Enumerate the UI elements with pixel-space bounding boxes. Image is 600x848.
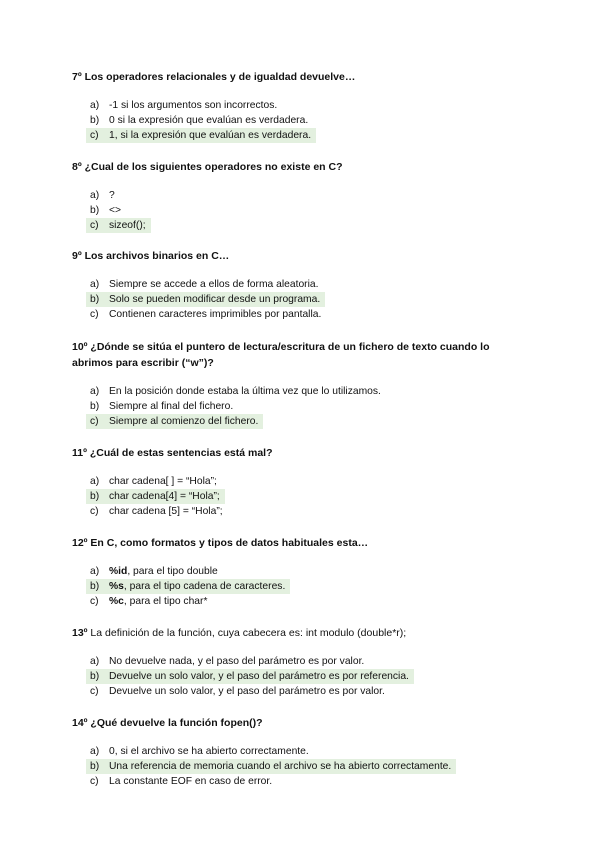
option-c (72, 307, 542, 322)
option-text: char cadena[4] = “Hola”; (109, 491, 220, 502)
question-text: La definición de la función, cuya cabecera es: int modulo (double*r); (87, 627, 407, 639)
option-letter: b) (90, 294, 100, 305)
option-letter: c) (90, 506, 99, 517)
option-text: Siempre al final del fichero. (109, 401, 234, 412)
question-title: 11º ¿Cuál de estas sentencias está mal? (72, 447, 273, 459)
option-a (72, 277, 542, 292)
option-text: Siempre se accede a ellos de forma aleatoria. (109, 279, 319, 290)
option-text: 0, si el archivo se ha abierto correctamente. (109, 746, 309, 757)
question-title: 7º Los operadores relacionales y de igualdad devuelve… (72, 71, 356, 83)
option-a (72, 564, 542, 579)
question-title (72, 626, 542, 641)
option-letter: b) (90, 671, 100, 682)
option-letter: c) (90, 416, 99, 427)
option-list (72, 188, 542, 233)
question-11 (72, 446, 542, 519)
option-text: Devuelve un solo valor, y el paso del parámetro es por valor. (109, 686, 385, 697)
question-9 (72, 249, 542, 322)
option-list (72, 474, 542, 519)
question-12 (72, 536, 542, 609)
question-7 (72, 70, 542, 143)
option-text: Solo se pueden modificar desde un programa. (109, 294, 321, 305)
option-text: En la posición donde estaba la última vez que lo utilizamos. (109, 386, 381, 397)
option-description: , para el tipo double (127, 566, 218, 577)
option-text: char cadena [5] = “Hola”; (109, 506, 223, 517)
option-text: No devuelve nada, y el paso del parámetro es por valor. (109, 656, 365, 667)
option-a (72, 654, 542, 669)
option-letter: c) (90, 596, 99, 607)
option-letter: b) (90, 491, 100, 502)
option-a (72, 188, 542, 203)
option-list (72, 564, 542, 609)
option-text (108, 564, 221, 579)
option-letter: b) (90, 761, 100, 772)
option-text: Una referencia de memoria cuando el archivo se ha abierto correctamente. (109, 761, 452, 772)
option-letter: a) (90, 476, 100, 487)
option-letter: b) (90, 205, 100, 216)
question-list (72, 70, 542, 803)
option-b-correct (72, 579, 542, 594)
option-c-correct (72, 218, 542, 233)
option-letter: a) (90, 386, 100, 397)
format-specifier: %id (109, 566, 128, 577)
question-13 (72, 626, 542, 699)
option-text (108, 579, 288, 594)
option-text: Contienen caracteres imprimibles por pantalla. (109, 309, 322, 320)
option-letter: b) (90, 115, 100, 126)
option-text: <> (109, 205, 122, 216)
format-specifier: %s (109, 581, 124, 592)
option-description: , para el tipo cadena de caracteres. (123, 581, 286, 592)
question-title: 8º ¿Cual de los siguientes operadores no existe en C? (72, 161, 343, 173)
option-text (108, 594, 210, 609)
option-letter: a) (90, 190, 100, 201)
option-letter: c) (90, 309, 99, 320)
option-c (72, 594, 542, 609)
option-letter: c) (90, 776, 99, 787)
question-title: 12º En C, como formatos y tipos de datos habituales esta… (72, 537, 369, 549)
question-title (72, 339, 542, 371)
option-letter: a) (90, 566, 100, 577)
option-b (72, 203, 542, 218)
option-letter: a) (90, 279, 100, 290)
question-title: 9º Los archivos binarios en C… (72, 250, 230, 262)
option-b (72, 113, 542, 128)
option-b-correct (72, 759, 542, 774)
option-text: 0 si la expresión que evalúan es verdadera. (109, 115, 309, 126)
option-letter: b) (90, 401, 100, 412)
option-c-correct (72, 414, 542, 429)
option-b-correct (72, 669, 542, 684)
option-a (72, 98, 542, 113)
option-letter: c) (90, 220, 99, 231)
format-specifier: %c (109, 596, 124, 607)
question-title: 14º ¿Qué devuelve la función fopen()? (72, 717, 263, 729)
option-c (72, 684, 542, 699)
option-list (72, 384, 542, 429)
option-b-correct (72, 292, 542, 307)
option-text: 1, si la expresión que evalúan es verdadera. (109, 130, 312, 141)
question-title-line-1: 10º ¿Dónde se sitúa el puntero de lectura/escritura de un fichero de texto cuando lo (72, 341, 490, 353)
option-list (72, 98, 542, 143)
option-letter: c) (90, 686, 99, 697)
option-text: sizeof(); (109, 220, 146, 231)
option-description: , para el tipo char* (123, 596, 208, 607)
option-b-correct (72, 489, 542, 504)
option-letter: a) (90, 746, 100, 757)
option-list (72, 654, 542, 699)
option-b (72, 399, 542, 414)
option-a (72, 474, 542, 489)
option-letter: a) (90, 656, 100, 667)
option-c (72, 774, 542, 789)
option-letter: a) (90, 100, 100, 111)
option-a (72, 384, 542, 399)
option-text: -1 si los argumentos son incorrectos. (109, 100, 278, 111)
option-text: char cadena[ ] = “Hola”; (109, 476, 217, 487)
option-text: Devuelve un solo valor, y el paso del parámetro es por referencia. (109, 671, 409, 682)
option-c-correct (72, 128, 542, 143)
question-8 (72, 160, 542, 233)
option-text: La constante EOF en caso de error. (109, 776, 273, 787)
question-number: 13º (72, 627, 88, 639)
question-10 (72, 339, 542, 429)
option-letter: c) (90, 130, 99, 141)
question-title-line-2: abrimos para escribir (“w”)? (72, 357, 214, 369)
option-text: ? (109, 190, 115, 201)
question-14 (72, 716, 542, 789)
option-c (72, 504, 542, 519)
option-letter: b) (90, 581, 100, 592)
option-a (72, 744, 542, 759)
option-list (72, 277, 542, 322)
option-list (72, 744, 542, 789)
option-text: Siempre al comienzo del fichero. (109, 416, 259, 427)
